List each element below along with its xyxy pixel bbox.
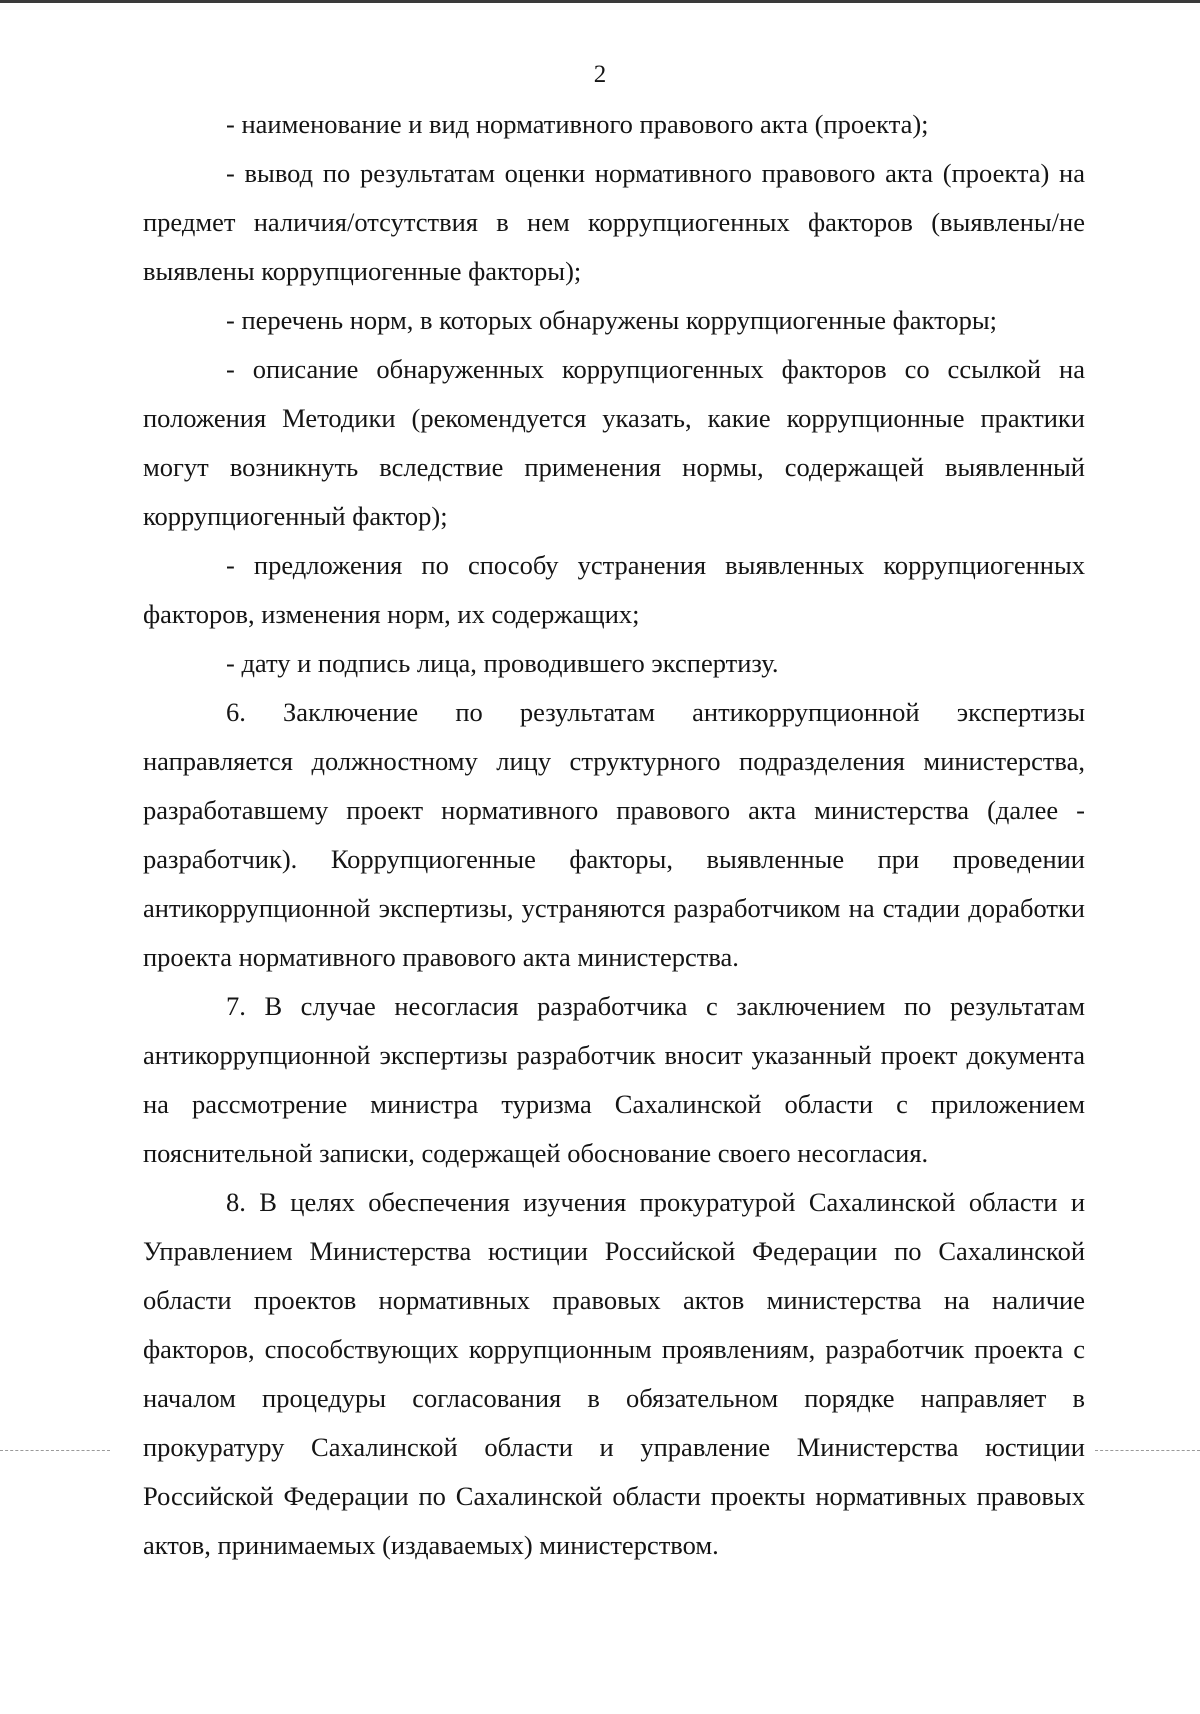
list-item-factor-description: - описание обнаруженных коррупциогенных факторов со ссылкой на положения Методики (рекомендуется указать, какие коррупционные практики могут возникнуть вследствие применения нормы, содержащей выявленный коррупциогенный фактор); xyxy=(143,354,1085,531)
page-number: 2 xyxy=(593,61,607,88)
list-item-norms-list: - перечень норм, в которых обнаружены коррупциогенные факторы; xyxy=(226,305,997,335)
scan-artifact-dash-left xyxy=(0,1450,110,1451)
clause-6-paragraph: 6. Заключение по результатам антикоррупционной экспертизы направляется должностному лицу структурного подразделения министерства, разработавшему проект нормативного правового акта министерства (далее - разработчик). Коррупциогенные факторы, выявленные при проведении антикоррупционной экспертизы, устраняются разработчиком на стадии доработки проекта нормативного правового акта министерства. xyxy=(143,697,1085,972)
list-item-proposals: - предложения по способу устранения выявленных коррупциогенных факторов, изменения норм, их содержащих; xyxy=(143,550,1085,629)
clause-8-paragraph: 8. В целях обеспечения изучения прокуратурой Сахалинской области и Управлением Министерства юстиции Российской Федерации по Сахалинской области проектов нормативных правовых актов министерства на наличие факторов, способствующих коррупционным проявлениям, разработчик проекта с началом процедуры согласования в обязательном порядке направляет в прокуратуру Сахалинской области и управление Министерства юстиции Российской Федерации по Сахалинской области проекты нормативных правовых актов, принимаемых (издаваемых) министерством. xyxy=(143,1187,1085,1560)
scan-artifact-dash-right xyxy=(1095,1450,1200,1451)
clause-7-paragraph: 7. В случае несогласия разработчика с заключением по результатам антикоррупционной экспертизы разработчик вносит указанный проект документа на рассмотрение министра туризма Сахалинской области с приложением пояснительной записки, содержащей обоснование своего несогласия. xyxy=(143,991,1085,1168)
list-item-conclusion: - вывод по результатам оценки нормативного правового акта (проекта) на предмет наличия/отсутствия в нем коррупциогенных факторов (выявлены/не выявлены коррупциогенные факторы); xyxy=(143,158,1085,286)
list-item-act-name: - наименование и вид нормативного правового акта (проекта); xyxy=(226,109,929,139)
document-body xyxy=(143,100,1085,1570)
list-item-date-signature: - дату и подпись лица, проводившего экспертизу. xyxy=(226,648,779,678)
scan-edge-line xyxy=(0,0,1200,3)
